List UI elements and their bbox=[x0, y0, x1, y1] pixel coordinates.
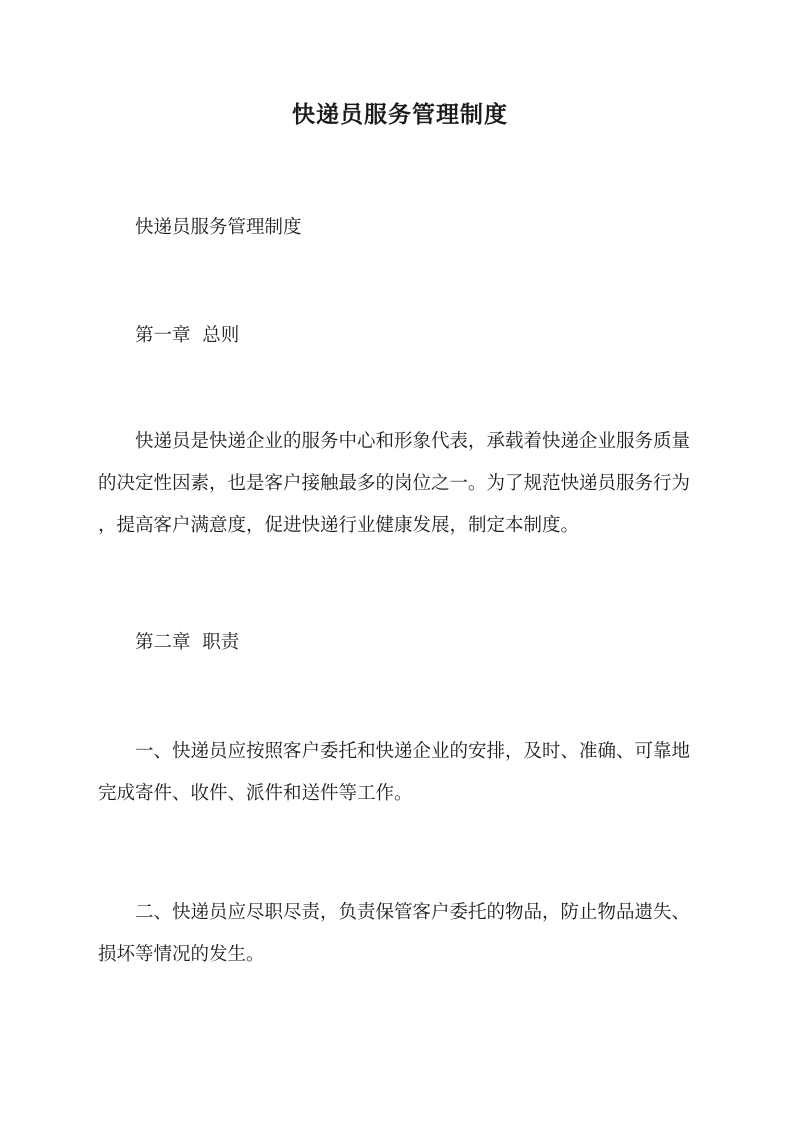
intro-line: ，提高客户满意度，促进快递行业健康发展，制定本制度。 bbox=[98, 515, 580, 536]
intro-line: 快递员是快递企业的服务中心和形象代表，承载着快递企业服务质量 bbox=[135, 431, 691, 452]
document-title: 快递员服务管理制度 bbox=[292, 101, 508, 128]
duty-item-2-line: 损坏等情况的发生。 bbox=[98, 944, 265, 965]
duty-item-2-line: 二、快递员应尽职尽责，负责保管客户委托的物品，防止物品遗失、 bbox=[135, 902, 691, 923]
chapter-1-heading-text: 第一章 总则 bbox=[135, 325, 240, 346]
duty-item-2 bbox=[98, 892, 706, 976]
chapter-1-heading bbox=[98, 315, 706, 357]
subtitle-paragraph bbox=[98, 207, 706, 249]
duty-item-1 bbox=[98, 731, 706, 815]
intro-line: 的决定性因素，也是客户接触最多的岗位之一。为了规范快递员服务行为 bbox=[98, 473, 691, 494]
chapter-2-heading bbox=[98, 622, 706, 664]
subtitle-text: 快递员服务管理制度 bbox=[135, 217, 302, 238]
chapter-2-heading-text: 第二章 职责 bbox=[135, 632, 240, 653]
duty-item-1-line: 完成寄件、收件、派件和送件等工作。 bbox=[98, 783, 413, 804]
intro-paragraph bbox=[98, 421, 706, 547]
duty-item-1-line: 一、快递员应按照客户委托和快递企业的安排，及时、准确、可靠地 bbox=[135, 741, 691, 762]
